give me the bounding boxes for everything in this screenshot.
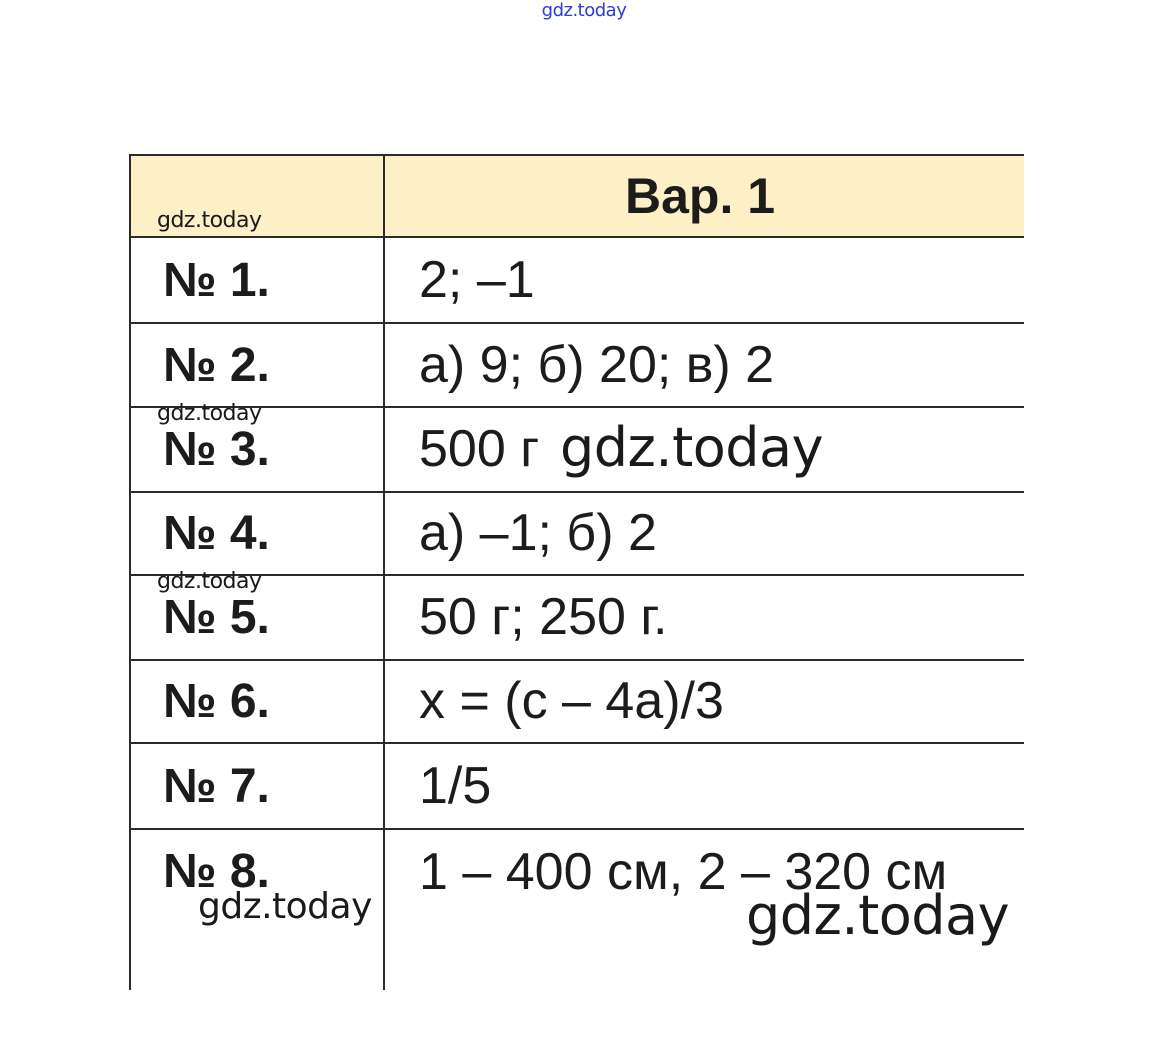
variant-title: Вар. 1 (625, 168, 776, 224)
answers-table (129, 154, 1024, 990)
task-number: № 6. (130, 660, 384, 743)
task-number: № 5. (130, 575, 384, 660)
task-answer: а) 9; б) 20; в) 2 (384, 323, 1024, 407)
watermark-text: gdz.today (157, 569, 262, 594)
table-row (130, 660, 1024, 743)
task-answer: 2; –1 (384, 237, 1024, 323)
watermark-text: gdz.today (157, 401, 262, 426)
table-header-row (130, 155, 1024, 237)
table-row (130, 743, 1024, 829)
task-answer: а) –1; б) 2 (384, 492, 1024, 575)
table-row (130, 323, 1024, 407)
task-answer: 1 – 400 см, 2 – 320 см (384, 829, 1024, 990)
table-row (130, 492, 1024, 575)
task-number: № 8. (130, 829, 384, 990)
watermark-text: gdz.today (157, 208, 262, 233)
top-watermark-link[interactable]: gdz.today (541, 0, 627, 21)
task-answer: 500 г (384, 407, 1024, 492)
watermark-text: gdz.today (746, 884, 1010, 947)
task-number: № 4. (130, 492, 384, 575)
table-row (130, 575, 1024, 660)
task-number: № 3. (130, 407, 384, 492)
task-number: № 2. (130, 323, 384, 407)
task-answer: 1/5 (384, 743, 1024, 829)
task-answer: х = (с – 4а)/3 (384, 660, 1024, 743)
task-number: № 1. (130, 237, 384, 323)
task-number: № 7. (130, 743, 384, 829)
watermark-text: gdz.today (198, 886, 372, 927)
watermark-text: gdz.today (560, 416, 824, 479)
header-variant-cell (384, 155, 1024, 237)
table-row (130, 237, 1024, 323)
answers-sheet (129, 154, 1024, 990)
task-answer: 50 г; 250 г. (384, 575, 1024, 660)
